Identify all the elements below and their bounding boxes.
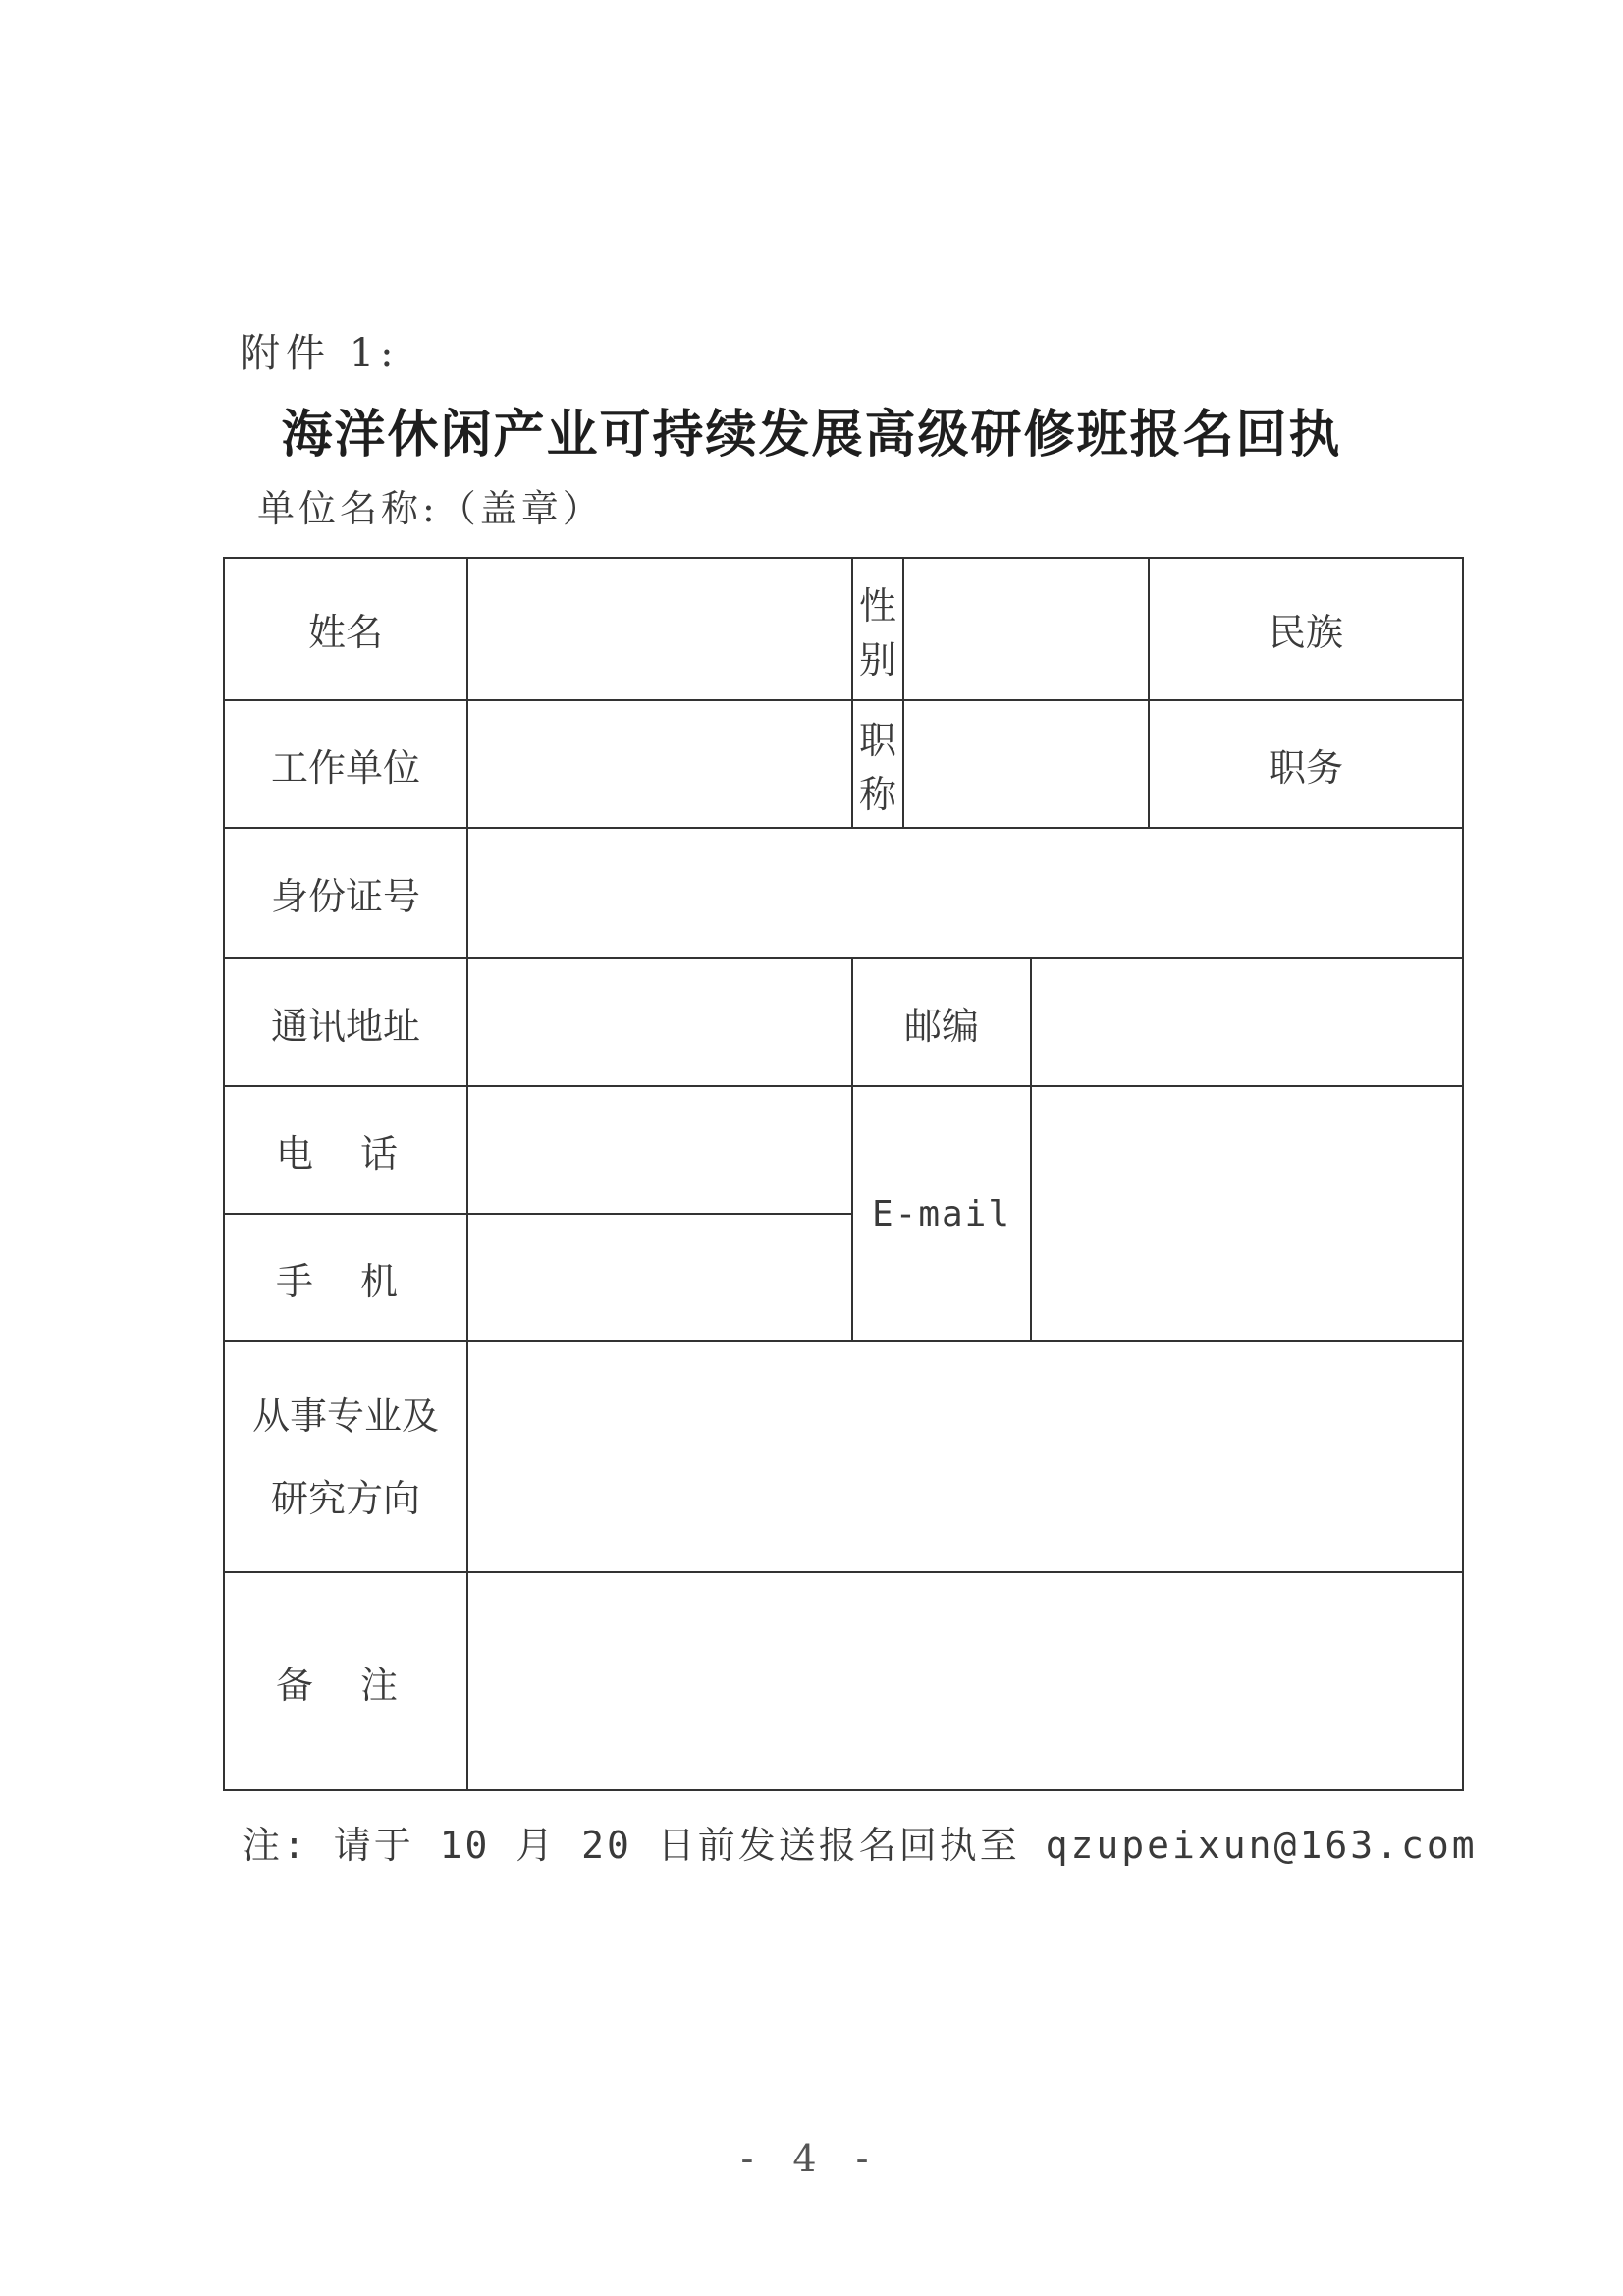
employer-label: 工作单位 [224, 700, 467, 828]
specialty-input[interactable] [467, 1341, 1463, 1572]
table-row [224, 828, 1463, 958]
table-row [224, 1341, 1463, 1572]
id-number-label: 身份证号 [224, 828, 467, 958]
phone-input[interactable] [467, 1086, 852, 1214]
page-number: - 4 - [740, 2137, 883, 2180]
postcode-label: 邮编 [852, 958, 1031, 1086]
id-number-input[interactable] [467, 828, 1463, 958]
ethnicity-label: 民族 [1149, 558, 1463, 700]
mobile-input[interactable] [467, 1214, 852, 1341]
name-input[interactable] [467, 558, 852, 700]
registration-form-table [223, 557, 1464, 1791]
gender-label: 性别 [852, 558, 903, 700]
employer-input[interactable] [467, 700, 852, 828]
table-row [224, 1086, 1463, 1214]
table-row [224, 558, 1463, 700]
attachment-label: 附件 1: [241, 331, 400, 376]
postcode-input[interactable] [1031, 958, 1463, 1086]
mobile-label: 手 机 [224, 1214, 467, 1341]
professional-title-label: 职称 [852, 700, 903, 828]
phone-label: 电 话 [224, 1086, 467, 1214]
unit-name-label: 单位名称:（盖章） [257, 487, 604, 530]
specialty-label-line2: 研究方向 [270, 1476, 420, 1520]
position-label: 职务 [1149, 700, 1463, 828]
name-label: 姓名 [224, 558, 467, 700]
gender-input[interactable] [903, 558, 1149, 700]
email-input[interactable] [1031, 1086, 1463, 1341]
page-title: 海洋休闲产业可持续发展高级研修班报名回执 [281, 405, 1342, 465]
remarks-label: 备 注 [224, 1572, 467, 1790]
email-label: E-mail [852, 1086, 1031, 1341]
address-label: 通讯地址 [224, 958, 467, 1086]
table-row [224, 700, 1463, 828]
table-row [224, 958, 1463, 1086]
table-row [224, 1572, 1463, 1790]
professional-title-input[interactable] [903, 700, 1149, 828]
specialty-label-line1: 从事专业及 [251, 1394, 439, 1438]
remarks-input[interactable] [467, 1572, 1463, 1790]
specialty-label [224, 1341, 467, 1572]
address-input[interactable] [467, 958, 852, 1086]
submission-note: 注: 请于 10 月 20 日前发送报名回执至 qzupeixun@163.com [243, 1824, 1478, 1867]
